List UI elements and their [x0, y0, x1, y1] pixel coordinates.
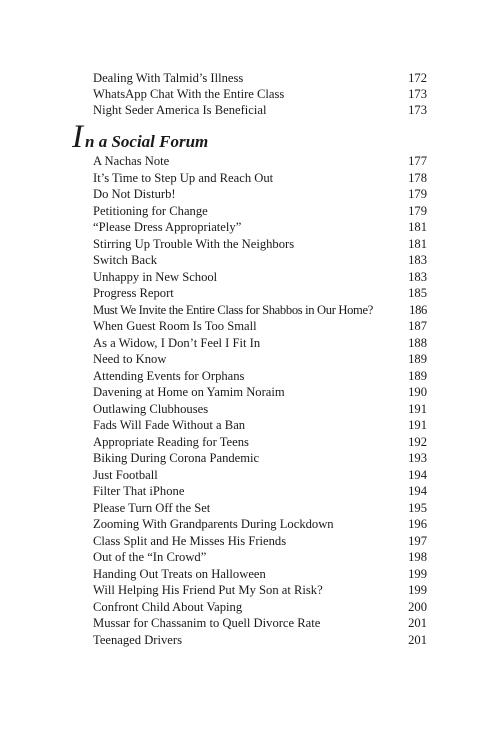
entry-page-number: 186 [409, 302, 427, 317]
entry-title: Attending Events for Orphans [93, 368, 245, 383]
entry-page-number: 183 [408, 253, 427, 267]
toc-entry [93, 533, 427, 549]
entry-title: Out of the “In Crowd” [93, 550, 207, 564]
toc-entry [93, 401, 427, 417]
entry-title: WhatsApp Chat With the Entire Class [93, 87, 285, 101]
entry-title: Confront Child About Vaping [93, 599, 243, 614]
entry-page-number: 172 [408, 71, 427, 85]
entry-page-number: 188 [408, 335, 427, 350]
entry-title: Outlawing Clubhouses [93, 401, 209, 416]
toc-entry [93, 549, 427, 565]
toc-entry [93, 417, 427, 433]
toc-entry [93, 434, 427, 450]
toc-entry [93, 252, 427, 268]
toc-entry [93, 70, 427, 86]
entry-page-number: 179 [408, 187, 427, 201]
entry-title: Night Seder America Is Beneficial [93, 103, 267, 117]
toc-entry [93, 318, 427, 334]
entry-title: Need to Know [93, 352, 167, 366]
toc-entry [93, 335, 427, 351]
entry-page-number: 196 [408, 517, 427, 531]
toc-entry [93, 516, 427, 532]
toc-entry [93, 102, 427, 118]
entry-title: Stirring Up Trouble With the Neighbors [93, 236, 295, 251]
entry-page-number: 189 [408, 368, 427, 383]
entry-title: Switch Back [93, 253, 158, 267]
entry-title: Handing Out Treats on Halloween [93, 566, 266, 581]
toc-entry [93, 500, 427, 516]
toc-entry [93, 302, 427, 318]
entry-page-number: 173 [408, 103, 427, 117]
entry-page-number: 187 [408, 319, 427, 333]
entry-title: A Nachas Note [93, 154, 170, 168]
toc-entry [93, 450, 427, 466]
entry-page-number: 190 [408, 385, 427, 399]
entry-page-number: 177 [408, 154, 427, 168]
toc-entry [93, 170, 427, 186]
toc-entry [93, 203, 427, 219]
entry-page-number: 191 [408, 418, 427, 432]
entry-title: Dealing With Talmid’s Illness [93, 71, 244, 85]
entry-page-number: 198 [408, 550, 427, 564]
entry-title: Just Football [93, 467, 158, 482]
entry-title: It’s Time to Step Up and Reach Out [93, 170, 274, 185]
entry-page-number: 197 [408, 533, 427, 548]
entry-page-number: 181 [408, 220, 427, 234]
entry-page-number: 193 [408, 451, 427, 465]
entry-title: Must We Invite the Entire Class for Shabbos in Our Home? [93, 302, 373, 317]
entry-page-number: 199 [408, 566, 427, 581]
entry-page-number: 199 [408, 583, 427, 597]
toc-entry [93, 186, 427, 202]
entry-title: Mussar for Chassanim to Quell Divorce Rate [93, 616, 321, 630]
entry-title: When Guest Room Is Too Small [93, 319, 257, 333]
entry-page-number: 183 [408, 269, 427, 284]
entry-page-number: 185 [408, 286, 427, 300]
entry-title: As a Widow, I Don’t Feel I Fit In [93, 335, 261, 350]
toc-entry [93, 351, 427, 367]
entry-title: Biking During Corona Pandemic [93, 451, 260, 465]
entry-page-number: 191 [408, 401, 427, 416]
entry-title: Filter That iPhone [93, 484, 185, 498]
toc-entry [93, 269, 427, 285]
toc-entry [93, 467, 427, 483]
entry-page-number: 194 [408, 484, 427, 498]
entry-page-number: 178 [408, 170, 427, 185]
toc-entry [93, 615, 427, 631]
entry-title: Will Helping His Friend Put My Son at Risk? [93, 583, 323, 597]
entry-page-number: 200 [408, 599, 427, 614]
entry-page-number: 181 [408, 236, 427, 251]
entry-title: Unhappy in New School [93, 269, 218, 284]
entry-title: Do Not Disturb! [93, 187, 176, 201]
toc-entry [93, 582, 427, 598]
section-heading-initial: I [72, 119, 83, 155]
entry-title: “Please Dress Appropriately” [93, 220, 242, 234]
entry-title: Class Split and He Misses His Friends [93, 533, 287, 548]
entry-page-number: 201 [408, 632, 427, 647]
toc-entry [93, 236, 427, 252]
entry-title: Please Turn Off the Set [93, 500, 211, 515]
entry-title: Appropriate Reading for Teens [93, 434, 249, 449]
entry-page-number: 201 [408, 616, 427, 630]
toc-entry [93, 384, 427, 400]
entry-page-number: 179 [408, 203, 427, 218]
toc-entry [93, 86, 427, 102]
toc-entry [93, 285, 427, 301]
toc-entry [93, 599, 427, 615]
entry-page-number: 194 [408, 467, 427, 482]
toc-entry [93, 219, 427, 235]
toc-entry [93, 632, 427, 648]
toc-entry [93, 368, 427, 384]
toc-entry [93, 483, 427, 499]
entry-title: Fads Will Fade Without a Ban [93, 418, 246, 432]
entry-page-number: 192 [408, 434, 427, 449]
entry-title: Zooming With Grandparents During Lockdown [93, 517, 334, 531]
toc-entry [93, 566, 427, 582]
section-heading-text: n a Social Forum [85, 132, 209, 151]
entry-page-number: 195 [408, 500, 427, 515]
entry-page-number: 189 [408, 352, 427, 366]
entry-page-number: 173 [408, 87, 427, 101]
toc-entry [93, 153, 427, 169]
entry-title: Progress Report [93, 286, 174, 300]
entry-title: Petitioning for Change [93, 203, 208, 218]
entry-title: Teenaged Drivers [93, 632, 182, 647]
section-heading [72, 119, 208, 155]
entry-title: Davening at Home on Yamim Noraim [93, 385, 285, 399]
